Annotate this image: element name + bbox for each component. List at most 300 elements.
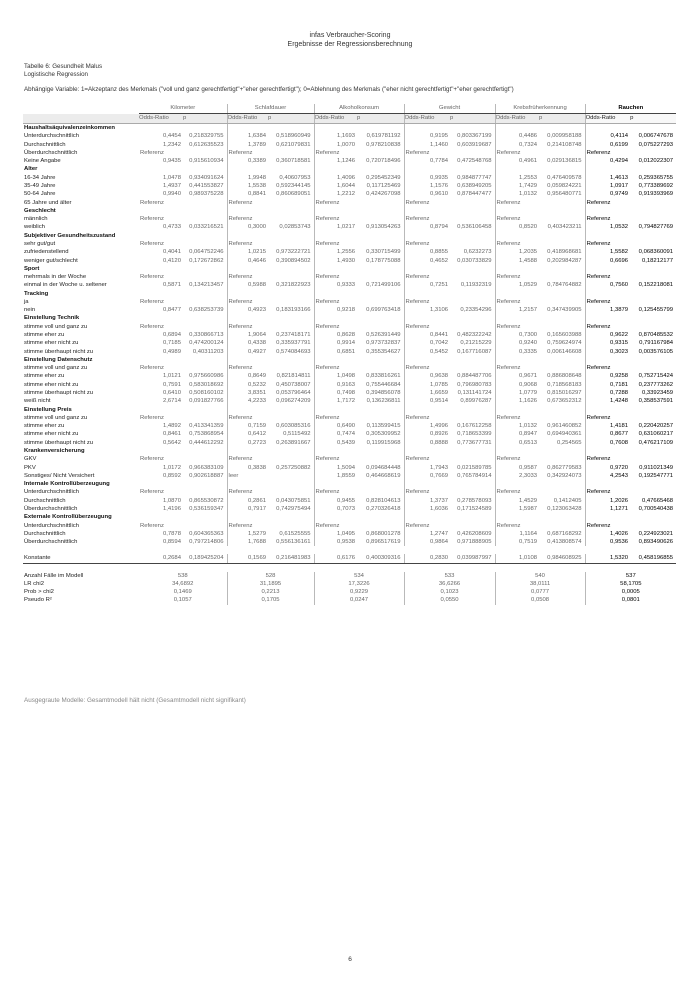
p-value-cell: 0,192547771 <box>638 472 674 479</box>
p-value-cell: 0,237773262 <box>638 381 674 388</box>
p-value-cell: 0,390894502 <box>268 257 314 265</box>
section-label: Einstellung Datenschutz <box>24 356 93 363</box>
reference-cell: Referenz <box>404 414 495 422</box>
row-label: stimme voll und ganz zu <box>24 414 88 421</box>
odds-ratio-cell: 0,7498 <box>337 390 356 396</box>
table-row <box>23 190 676 198</box>
table-row <box>23 414 676 422</box>
p-value-cell: 0,043075851 <box>268 497 314 505</box>
p-value-cell: 0,687168292 <box>539 530 585 538</box>
reference-cell: Referenz <box>139 273 227 281</box>
table-row <box>23 439 676 447</box>
p-value-cell: 0,117125469 <box>357 182 404 190</box>
p-value-cell: 0,278578093 <box>450 497 495 505</box>
odds-ratio-cell: 0,8947 <box>519 431 538 438</box>
empty-cell <box>495 406 585 414</box>
odds-ratio-cell: 0,9240 <box>519 340 538 347</box>
odds-ratio-cell: 1,6659 <box>430 390 449 396</box>
empty-cell <box>495 207 585 215</box>
p-value-cell: 0,029136815 <box>539 157 585 165</box>
odds-ratio-header: Odds-Ratio <box>227 114 268 124</box>
table-row <box>23 422 676 430</box>
empty-cell <box>585 265 676 273</box>
reference-cell: Referenz <box>586 274 611 281</box>
subheader-row <box>23 114 676 124</box>
odds-ratio-cell: 1,2157 <box>519 307 538 314</box>
reference-cell: Referenz <box>404 323 495 331</box>
reference-cell: Referenz <box>314 273 404 281</box>
stat-value: 533 <box>404 572 495 580</box>
p-value-cell: 0,973222721 <box>268 248 314 256</box>
odds-ratio-cell: 0,7288 <box>610 390 629 396</box>
p-value-cell: 0,224923021 <box>638 530 674 537</box>
odds-ratio-cell: 0,4294 <box>610 158 629 165</box>
p-value-cell: 0,902618887 <box>183 472 227 480</box>
empty-cell <box>495 232 585 240</box>
empty-cell <box>314 513 404 521</box>
odds-ratio-cell: 1,0108 <box>495 554 539 563</box>
odds-ratio-cell: 1,5987 <box>519 505 538 512</box>
reference-cell: Referenz <box>227 149 314 157</box>
odds-ratio-cell: 0,7251 <box>430 282 449 289</box>
reference-cell: Referenz <box>495 455 585 463</box>
odds-ratio-cell: 1,3106 <box>430 307 449 314</box>
row-label: stimme eher zu <box>24 373 65 380</box>
odds-ratio-cell: 2,3033 <box>519 472 538 479</box>
empty-cell <box>314 356 404 364</box>
odds-ratio-cell: 1,0121 <box>162 373 181 380</box>
table-row <box>23 248 676 256</box>
section-label: Einstellung Preis <box>24 406 72 413</box>
p-value-cell: 0,583018692 <box>183 381 227 389</box>
p-value-cell: 0,347439905 <box>539 306 585 314</box>
p-value-cell: 0,742975494 <box>268 505 314 513</box>
empty-cell <box>314 165 404 173</box>
p-value-cell: 0,592344145 <box>268 182 314 190</box>
p-value-cell: 0,096274209 <box>268 397 314 405</box>
stat-row <box>23 596 676 604</box>
table-row <box>23 497 676 505</box>
empty-cell <box>139 207 227 215</box>
p-value-cell: 0,464668619 <box>357 472 404 480</box>
odds-ratio-cell: 1,0478 <box>162 174 181 181</box>
p-value-cell: 0,006747678 <box>638 133 674 140</box>
odds-ratio-cell: 0,4041 <box>162 249 181 256</box>
stat-value: 36,6266 <box>404 580 495 588</box>
p-value-cell: 0,919393969 <box>638 191 674 198</box>
odds-ratio-cell: 1,0132 <box>519 191 538 198</box>
p-value-cell: 0,476409578 <box>539 174 585 182</box>
section-row <box>23 290 676 298</box>
p-value-cell: 0,718568183 <box>539 381 585 389</box>
empty-cell <box>585 447 676 455</box>
odds-ratio-cell: 0,9218 <box>337 307 356 314</box>
odds-ratio-cell: 0,3023 <box>610 348 629 355</box>
p-value-cell: 0,335937791 <box>268 339 314 347</box>
empty-cell <box>227 207 314 215</box>
empty-cell <box>404 356 495 364</box>
p-value-cell: 0,971888905 <box>450 538 495 546</box>
p-value-cell: 0,167612258 <box>450 422 495 430</box>
p-value-cell: 0,178775088 <box>357 257 404 265</box>
empty-cell <box>404 314 495 322</box>
section-label: Subjektiver Gesundheitszustand <box>24 232 116 239</box>
odds-ratio-cell: 1,2747 <box>430 530 449 537</box>
p-value-cell: 0,030733829 <box>450 257 495 265</box>
page-number: 6 <box>348 956 352 963</box>
stat-row <box>23 588 676 596</box>
odds-ratio-cell: 1,2026 <box>610 497 629 504</box>
p-value-cell: 0,934091624 <box>183 174 227 182</box>
p-value-cell: 0,865530872 <box>183 497 227 505</box>
empty-cell <box>227 265 314 273</box>
p-value-cell: 0,202984287 <box>539 257 585 265</box>
empty-cell <box>585 290 676 298</box>
table-row <box>23 132 676 140</box>
p-value-cell: 0,474200124 <box>183 339 227 347</box>
p-value-cell: 0,413341359 <box>183 422 227 430</box>
row-label: weniger gut/schlecht <box>24 257 78 264</box>
p-value-cell: 0,152218081 <box>638 282 674 289</box>
p-value-cell: 0,458196855 <box>630 554 676 563</box>
p-value-cell: 0,403423211 <box>539 223 585 231</box>
table-row <box>23 505 676 513</box>
p-value-cell: 0,631060217 <box>638 431 674 438</box>
reference-cell: Referenz <box>314 149 404 157</box>
p-value-cell: 0,450738007 <box>268 381 314 389</box>
empty-cell <box>227 513 314 521</box>
row-label: stimme eher nicht zu <box>24 431 79 438</box>
p-value-cell: 0,270326418 <box>357 505 404 513</box>
p-value-cell: 0,603919687 <box>450 141 495 149</box>
p-value-cell: 0,603085316 <box>268 422 314 430</box>
p-value-cell: 0,797214806 <box>183 538 227 546</box>
p-value-cell: 0,821814811 <box>268 372 314 380</box>
p-value-cell: 0,868001278 <box>357 530 404 538</box>
row-label: mehrmals in der Woche <box>24 274 87 281</box>
table-row <box>23 323 676 331</box>
p-value-cell: 0,886808648 <box>539 372 585 380</box>
reference-cell: Referenz <box>495 199 585 207</box>
odds-ratio-cell: 0,7878 <box>162 530 181 537</box>
odds-ratio-cell: 0,4646 <box>247 257 267 264</box>
p-value-cell: 0,621079831 <box>268 141 314 149</box>
empty-cell <box>404 124 495 133</box>
empty-cell <box>227 356 314 364</box>
row-label: Überdurchschnittlich <box>24 539 78 546</box>
table-row <box>23 240 676 248</box>
reference-cell: Referenz <box>139 240 227 248</box>
empty-cell <box>314 447 404 455</box>
p-value-cell: 0,003576105 <box>638 348 674 355</box>
spacer-row <box>23 563 676 572</box>
empty-cell <box>404 207 495 215</box>
row-label: weiblich <box>24 224 45 231</box>
report-title: infas Verbraucher-Scoring <box>309 32 391 39</box>
p-value-cell: 0,039987997 <box>450 554 495 563</box>
reference-cell: Referenz <box>314 488 404 496</box>
odds-ratio-cell: 0,9435 <box>162 158 181 165</box>
row-label: stimme überhaupt nicht zu <box>24 439 94 446</box>
odds-ratio-cell: 1,0532 <box>610 224 629 231</box>
empty-cell <box>585 232 676 240</box>
odds-ratio-cell: 0,8477 <box>162 307 181 314</box>
p-value-cell: 0,638949205 <box>450 182 495 190</box>
reference-cell: Referenz <box>139 414 227 422</box>
row-label: stimme überhaupt nicht zu <box>24 348 94 355</box>
empty-cell <box>227 406 314 414</box>
table-row <box>23 522 676 530</box>
table-row <box>23 157 676 165</box>
reference-cell: Referenz <box>495 273 585 281</box>
odds-ratio-cell: 0,8888 <box>430 439 449 446</box>
p-value-cell: 0,612635523 <box>183 141 227 149</box>
odds-ratio-cell: 1,9948 <box>247 174 267 181</box>
row-label: stimme eher zu <box>24 423 65 430</box>
section-label: Externale Kontrollüberzeugung <box>24 514 112 521</box>
reference-cell: Referenz <box>495 414 585 422</box>
p-value-cell: 0,961460852 <box>539 422 585 430</box>
p-value-cell: 0,815016297 <box>539 389 585 397</box>
odds-ratio-cell: 0,4338 <box>247 340 267 347</box>
empty-cell <box>404 447 495 455</box>
odds-ratio-cell: 0,9587 <box>519 464 538 471</box>
p-value-cell: 0,006146608 <box>539 348 585 356</box>
p-value-cell: 0,721499106 <box>357 281 404 289</box>
odds-ratio-cell: 0,9914 <box>337 340 356 347</box>
reference-cell: Referenz <box>139 149 227 157</box>
odds-ratio-cell: 1,0498 <box>337 373 356 380</box>
empty-cell <box>404 232 495 240</box>
odds-ratio-cell: 1,0870 <box>162 497 181 504</box>
p-value-cell: 0,47665468 <box>641 497 674 504</box>
p-value-cell: 0,913054263 <box>357 223 404 231</box>
odds-ratio-cell: 0,6410 <box>162 390 181 396</box>
odds-ratio-cell: 0,5439 <box>337 439 356 446</box>
empty-cell <box>585 513 676 521</box>
odds-ratio-cell: 1,5320 <box>585 554 630 563</box>
p-value-cell: 0,720718496 <box>357 157 404 165</box>
p-value-cell: 0,237418171 <box>268 331 314 339</box>
odds-ratio-cell: 0,6199 <box>610 141 629 148</box>
empty-cell <box>585 165 676 173</box>
row-label: stimme voll und ganz zu <box>24 323 88 330</box>
empty-cell <box>314 207 404 215</box>
odds-ratio-cell: 0,6412 <box>247 431 267 438</box>
odds-ratio-cell: 0,9195 <box>430 133 449 140</box>
table-row <box>23 149 676 157</box>
reference-cell: Referenz <box>227 364 314 372</box>
stat-value: 0,1705 <box>227 596 314 604</box>
stat-value: 17,3226 <box>314 580 404 588</box>
p-value-cell: 0,911021349 <box>639 464 674 471</box>
p-value-cell: 0,33923459 <box>641 390 674 396</box>
odds-ratio-cell: 1,0172 <box>162 464 181 471</box>
p-value-cell: 0,752715424 <box>638 373 674 380</box>
p-value-cell: 0,784764882 <box>539 281 585 289</box>
odds-ratio-cell: 0,9940 <box>162 191 181 198</box>
p-value-cell: 0,413808574 <box>539 538 585 546</box>
p-value-cell: 0,165603988 <box>539 331 585 339</box>
odds-ratio-cell: 0,5642 <box>162 439 181 446</box>
p-value-cell: 0,059824221 <box>539 182 585 190</box>
odds-ratio-cell: 1,7943 <box>430 464 449 471</box>
table-row <box>23 174 676 182</box>
reference-cell: Referenz <box>314 199 404 207</box>
p-value-cell: 0,355354627 <box>357 348 404 356</box>
reference-cell: Referenz <box>495 240 585 248</box>
odds-ratio-cell: 1,4026 <box>610 530 629 537</box>
p-value-cell: 0,18212177 <box>641 257 674 264</box>
section-label: Alter <box>24 166 38 173</box>
p-value-cell: 0,330715499 <box>357 248 404 256</box>
odds-ratio-cell: 0,9068 <box>519 381 538 388</box>
p-value-cell: 0,189425204 <box>183 554 227 563</box>
p-value-cell: 0,773677731 <box>450 439 495 447</box>
table-row <box>23 298 676 306</box>
footer-note: Ausgegraute Modelle: Gesamtmodell hält nicht (Gesamtmodell nicht signifikant) <box>24 697 246 704</box>
empty-cell <box>495 124 585 133</box>
stat-value: 0,0550 <box>404 596 495 604</box>
reference-cell: Referenz <box>139 522 227 530</box>
reference-cell: Referenz <box>586 199 611 206</box>
section-row <box>23 232 676 240</box>
p-value-cell: 0,214108748 <box>539 141 585 149</box>
section-label: Geschlecht <box>24 207 56 214</box>
reference-cell: Referenz <box>586 489 611 496</box>
odds-ratio-cell: 1,5582 <box>610 249 629 256</box>
stat-value: 38,0111 <box>495 580 585 588</box>
empty-cell <box>314 124 404 133</box>
odds-ratio-cell: 1,7688 <box>247 539 267 546</box>
empty-cell <box>227 165 314 173</box>
p-value-cell: 0,700540438 <box>638 505 674 512</box>
reference-cell: Referenz <box>404 199 495 207</box>
odds-ratio-cell: 1,7172 <box>337 398 356 405</box>
table-row <box>23 488 676 496</box>
table-row <box>23 348 676 356</box>
odds-ratio-cell: 0,9638 <box>430 373 449 380</box>
p-value-cell: 0,131141724 <box>450 389 495 397</box>
odds-ratio-cell: 0,8592 <box>162 472 181 479</box>
row-label: weiß nicht <box>24 398 51 405</box>
p-value-cell: 0,259365755 <box>638 174 674 181</box>
odds-ratio-cell: 1,1164 <box>519 530 538 537</box>
empty-cell <box>404 406 495 414</box>
empty-cell <box>495 165 585 173</box>
section-label: Haushaltsäquivalenzeinkommen <box>24 125 116 131</box>
p-value-cell: 0,536106458 <box>450 223 495 231</box>
empty-cell <box>139 447 227 455</box>
p-value-cell: 0,984608925 <box>539 554 585 563</box>
odds-ratio-cell: 0,3838 <box>247 464 267 471</box>
p-value-cell: 0,21215229 <box>450 339 495 347</box>
odds-ratio-cell: 1,4181 <box>610 423 629 430</box>
table-row <box>23 215 676 223</box>
reference-cell: Referenz <box>404 215 495 223</box>
odds-ratio-cell: 0,6696 <box>610 257 629 264</box>
reference-cell: Referenz <box>495 215 585 223</box>
odds-ratio-cell: 1,4196 <box>162 505 181 512</box>
reference-cell: Referenz <box>314 298 404 306</box>
reference-cell: Referenz <box>227 323 314 331</box>
table-row <box>23 182 676 190</box>
stat-label: Anzahl Fälle im Modell <box>24 572 84 579</box>
odds-ratio-cell: 0,4989 <box>162 348 181 355</box>
stat-value: 534 <box>314 572 404 580</box>
reference-cell: Referenz <box>404 364 495 372</box>
row-label: Unterdurchschnittlich <box>24 522 80 529</box>
p-value-cell: 0,033216521 <box>183 223 227 231</box>
odds-ratio-cell: 1,0070 <box>337 141 356 148</box>
spacer-row <box>23 546 676 554</box>
section-label: Tracking <box>24 290 49 297</box>
odds-ratio-cell: 1,1246 <box>337 158 356 165</box>
empty-cell <box>227 447 314 455</box>
odds-ratio-cell: 4,2233 <box>247 398 267 405</box>
odds-ratio-cell: 1,5094 <box>337 464 356 471</box>
empty-cell <box>495 513 585 521</box>
odds-ratio-cell: 0,6894 <box>162 332 181 339</box>
odds-ratio-cell: 0,9514 <box>430 398 449 405</box>
stat-value: 0,0508 <box>495 596 585 604</box>
odds-ratio-cell: 1,4996 <box>430 423 449 430</box>
stat-value: 31,1895 <box>227 580 314 588</box>
row-label: Sonstiges/ Nicht Versichert <box>24 472 95 479</box>
p-value-cell: 0,518960949 <box>268 132 314 140</box>
p-value-cell: 0,342924073 <box>539 472 585 480</box>
empty-cell <box>404 480 495 488</box>
section-row <box>23 124 676 133</box>
odds-ratio-cell: 1,6036 <box>430 505 449 512</box>
stat-value: 0,9229 <box>314 588 404 596</box>
odds-ratio-cell: 1,0132 <box>519 423 538 430</box>
reference-cell: Referenz <box>139 298 227 306</box>
odds-ratio-cell: 0,7917 <box>247 505 267 512</box>
stat-value: 0,1469 <box>139 588 227 596</box>
odds-ratio-cell: 1,4930 <box>337 257 356 264</box>
reference-cell: Referenz <box>495 298 585 306</box>
reference-cell: Referenz <box>586 365 611 372</box>
row-label: sehr gut/gut <box>24 240 56 247</box>
model-header: Kilometer <box>139 104 227 114</box>
odds-ratio-cell: 0,8594 <box>162 539 181 546</box>
odds-ratio-cell: 0,9671 <box>519 373 538 380</box>
p-value-header: p <box>630 114 676 124</box>
odds-ratio-cell: 0,8926 <box>430 431 449 438</box>
odds-ratio-cell: 0,9455 <box>337 497 356 504</box>
model-header: Schlafdauer <box>227 104 314 114</box>
p-value-cell: 0,094684448 <box>357 464 404 472</box>
reference-cell: Referenz <box>227 199 314 207</box>
reference-cell: Referenz <box>227 215 314 223</box>
odds-ratio-cell: 0,9333 <box>337 282 356 289</box>
p-value-cell: 0,400309316 <box>357 554 404 563</box>
row-label: 65 Jahre und älter <box>24 199 72 206</box>
odds-ratio-cell: 1,4892 <box>162 423 181 430</box>
spacer-cell <box>23 563 676 572</box>
p-value-cell: 0,794827769 <box>638 224 674 231</box>
row-label: 50-64 Jahre <box>24 191 56 198</box>
row-label: Durchschnittlich <box>24 530 66 537</box>
p-value-cell: 0,718653399 <box>450 430 495 438</box>
odds-ratio-cell: 0,5232 <box>247 381 267 388</box>
odds-ratio-cell: 0,9749 <box>610 191 629 198</box>
table-row <box>23 141 676 149</box>
odds-ratio-cell: 0,2861 <box>247 497 267 504</box>
odds-ratio-cell: 0,8649 <box>247 373 267 380</box>
empty-cell <box>404 290 495 298</box>
